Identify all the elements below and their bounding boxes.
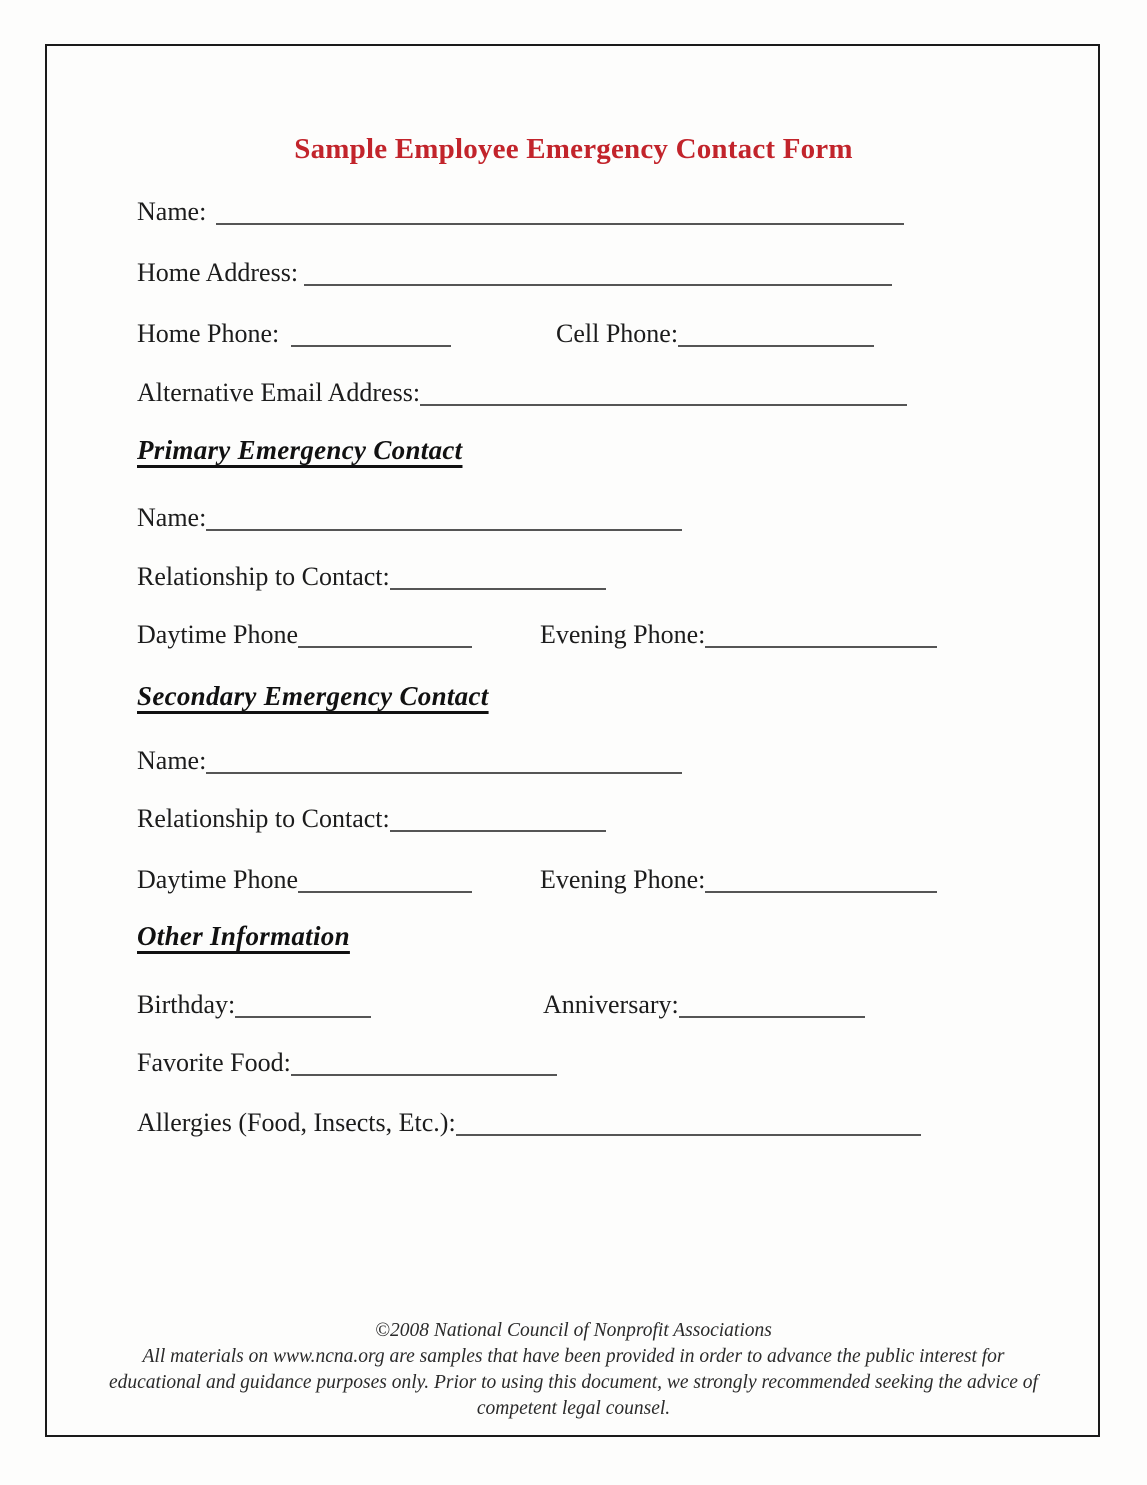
secondary-name-blank-line: [206, 772, 682, 774]
cell-phone-field: [556, 318, 874, 349]
name-label: Name:: [137, 197, 207, 226]
anniversary-field: [543, 989, 865, 1020]
primary-evening-blank-line: [705, 646, 937, 648]
page-border: [45, 44, 1100, 1437]
home-address-blank-line: [304, 284, 892, 286]
footer-copyright: ©2008 National Council of Nonprofit Associations: [375, 1320, 772, 1341]
alt-email-row: [137, 377, 907, 408]
secondary-daytime-blank-line: [298, 891, 472, 893]
form-title: Sample Employee Emergency Contact Form: [294, 133, 853, 165]
footer: [0, 1318, 1147, 1422]
cell-phone-label: Cell Phone:: [556, 319, 679, 348]
alt-email-blank-line: [420, 404, 907, 406]
alt-email-label: Alternative Email Address:: [137, 378, 421, 407]
secondary-contact-heading: Secondary Emergency Contact: [137, 681, 489, 711]
primary-evening-label: Evening Phone:: [540, 620, 706, 649]
primary-relationship-label: Relationship to Contact:: [137, 562, 390, 591]
birthday-label: Birthday:: [137, 990, 236, 1019]
home-phone-label: Home Phone:: [137, 319, 280, 348]
footer-disclaimer: All materials on www.ncna.org are samples that have been provided in order to advance the public interest for educational and guidance purposes only. Prior to using this document, we strongly recommended seeking the advice of competent legal counsel.: [109, 1346, 1038, 1419]
birthday-row: [137, 989, 679, 1020]
anniversary-blank-line: [679, 1016, 865, 1018]
phone-row: [137, 318, 679, 349]
secondary-relationship-row: [137, 803, 606, 834]
secondary-evening-label: Evening Phone:: [540, 865, 706, 894]
allergies-row: [137, 1107, 921, 1138]
primary-daytime-label: Daytime Phone: [137, 620, 299, 649]
cell-phone-blank-line: [678, 345, 874, 347]
name-blank-line: [216, 223, 904, 225]
birthday-blank-line: [235, 1016, 371, 1018]
primary-relationship-row: [137, 561, 606, 592]
primary-relationship-blank-line: [390, 588, 606, 590]
favorite-food-row: [137, 1047, 557, 1078]
allergies-label: Allergies (Food, Insects, Etc.):: [137, 1108, 456, 1137]
favorite-food-label: Favorite Food:: [137, 1048, 291, 1077]
anniversary-label: Anniversary:: [543, 990, 679, 1019]
primary-name-label: Name:: [137, 503, 207, 532]
secondary-relationship-label: Relationship to Contact:: [137, 804, 390, 833]
allergies-blank-line: [456, 1134, 921, 1136]
primary-daytime-blank-line: [298, 646, 472, 648]
primary-name-blank-line: [206, 529, 682, 531]
name-row: [137, 196, 904, 227]
home-address-row: [137, 257, 892, 288]
secondary-name-label: Name:: [137, 746, 207, 775]
home-phone-blank-line: [291, 345, 451, 347]
secondary-phones-row: [137, 864, 706, 895]
secondary-relationship-blank-line: [390, 830, 606, 832]
primary-contact-heading: Primary Emergency Contact: [137, 435, 463, 465]
home-address-label: Home Address:: [137, 258, 299, 287]
primary-phones-row: [137, 619, 706, 650]
primary-name-row: [137, 502, 682, 533]
other-information-heading: Other Information: [137, 921, 350, 951]
secondary-name-row: [137, 745, 682, 776]
secondary-evening-blank-line: [705, 891, 937, 893]
favorite-food-blank-line: [291, 1074, 557, 1076]
secondary-evening-field: [540, 864, 937, 895]
primary-evening-field: [540, 619, 937, 650]
secondary-daytime-label: Daytime Phone: [137, 865, 299, 894]
